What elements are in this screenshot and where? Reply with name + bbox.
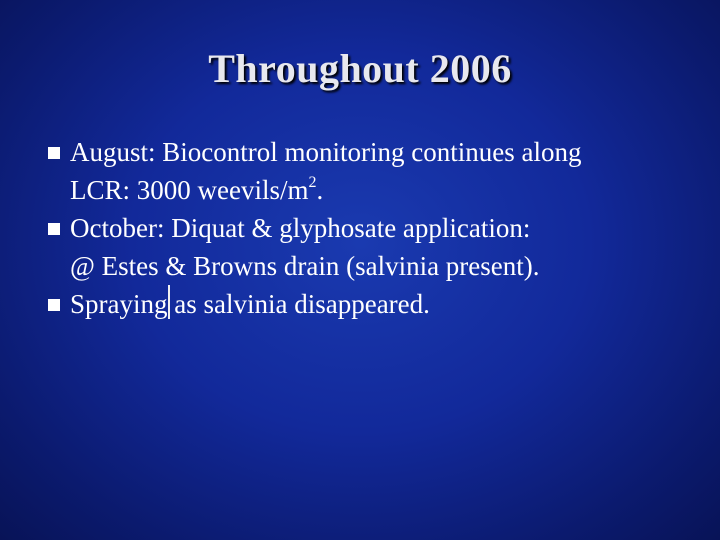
bullet-item-october	[48, 209, 698, 285]
bullet-text-segment[interactable]: as salvinia disappeared.	[167, 289, 430, 319]
bullet-text-line[interactable]	[70, 285, 698, 323]
bullet-text-segment[interactable]: Spraying	[70, 289, 168, 319]
square-bullet-icon	[48, 147, 60, 159]
bullet-text-line: October: Diquat & glyphosate application:	[70, 213, 531, 243]
bullet-text-segment: .	[316, 175, 324, 205]
slide-title: Throughout 2006	[208, 46, 512, 91]
bullet-item-august	[48, 133, 698, 209]
bullet-text-line: August: Biocontrol monitoring continues along	[70, 137, 582, 167]
bullet-list	[48, 133, 698, 323]
bullet-text-line: @ Estes & Browns drain (salvinia present).	[70, 251, 540, 281]
superscript-exponent: 2	[308, 174, 317, 191]
bullet-text-segment: LCR: 3000 weevils/m	[70, 175, 309, 205]
square-bullet-icon	[48, 299, 60, 311]
bullet-text-line	[70, 171, 698, 209]
square-bullet-icon	[48, 223, 60, 235]
bullet-item-spraying[interactable]	[48, 285, 698, 323]
